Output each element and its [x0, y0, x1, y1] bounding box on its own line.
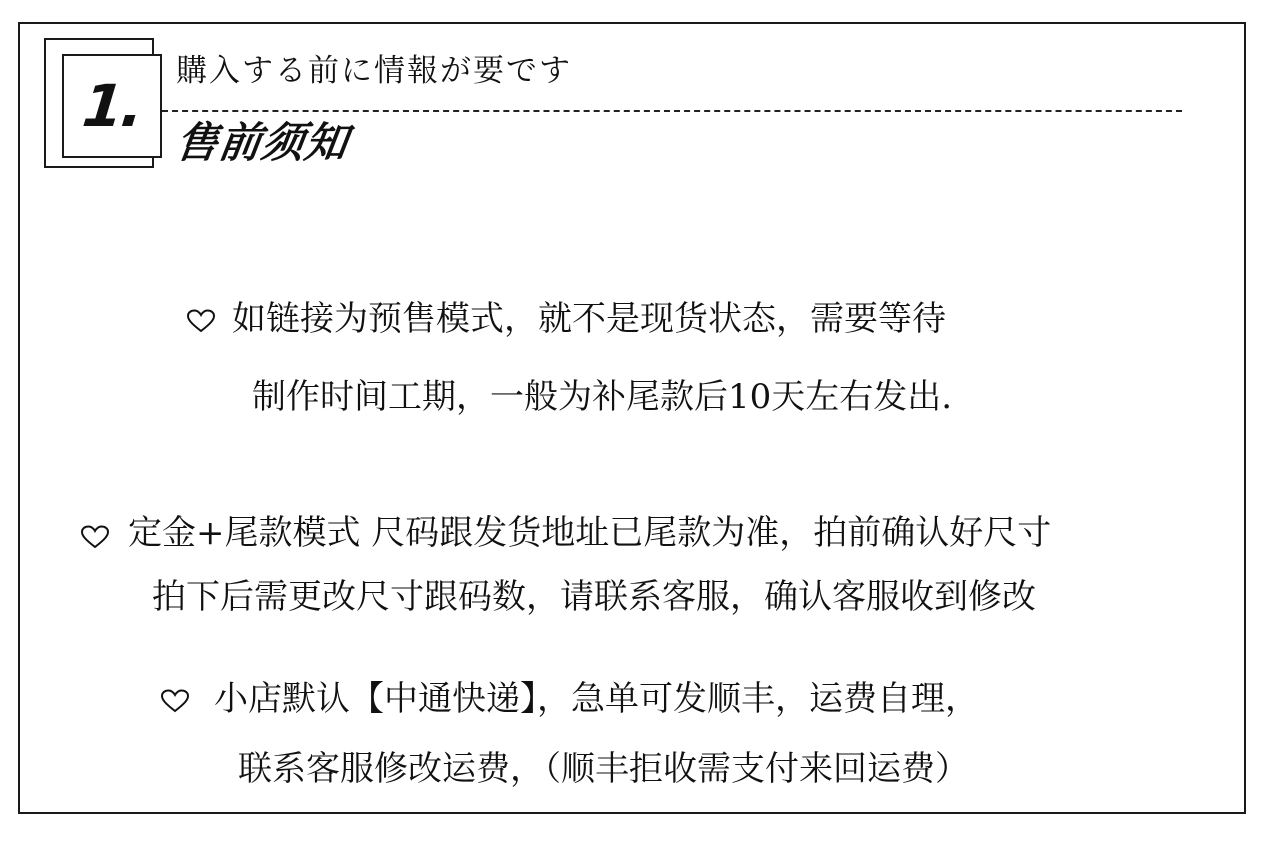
section-number-box	[62, 54, 162, 158]
section-subtitle: 購入する前に情報が要です	[176, 53, 572, 89]
section-number: 1.	[79, 72, 145, 140]
notice-1-line-2: 制作时间工期，一般为补尾款后10天左右发出.	[252, 377, 953, 417]
heart-outline-icon	[80, 524, 110, 550]
notice-2-line-2: 拍下后需更改尺寸跟码数，请联系客服，确认客服收到修改	[152, 577, 1036, 617]
notice-3-line-1: 小店默认【中通快递】，急单可发顺丰，运费自理，	[214, 679, 979, 719]
notice-1-line-1: 如链接为预售模式，就不是现货状态，需要等待	[232, 299, 946, 339]
dashed-divider	[162, 110, 1182, 112]
notice-2-line-1: 定金+尾款模式 尺码跟发货地址已尾款为准，拍前确认好尺寸	[128, 513, 1052, 553]
notice-3-line-2: 联系客服修改运费，（顺丰拒收需支付来回运费）	[238, 749, 969, 789]
heart-outline-icon	[160, 688, 190, 714]
heart-outline-icon	[186, 308, 216, 334]
section-title: 售前须知	[172, 118, 352, 167]
